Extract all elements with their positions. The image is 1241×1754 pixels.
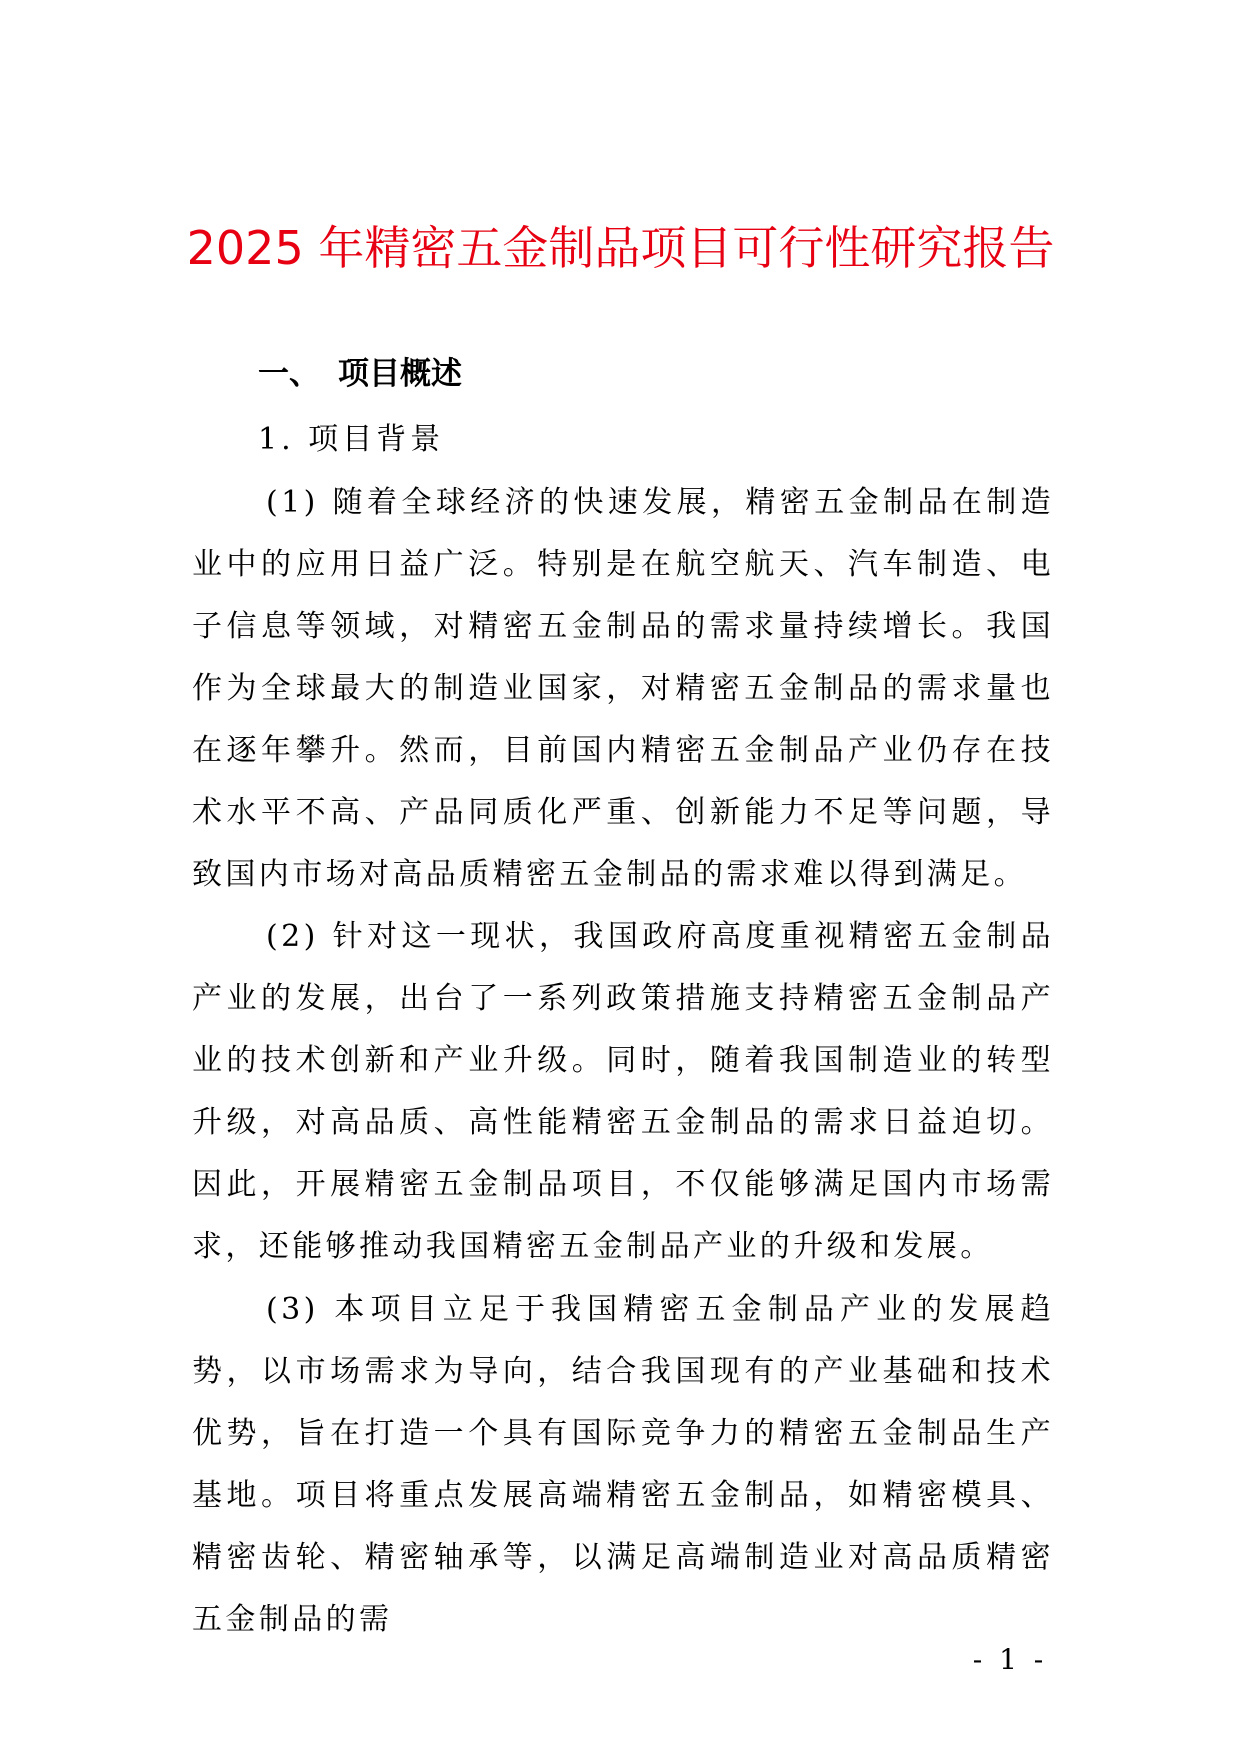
section-heading [258, 352, 462, 396]
paragraph-3: (3) 本项目立足于我国精密五金制品产业的发展趋势，以市场需求为导向，结合我国现有的产业基础和技术优势，旨在打造一个具有国际竞争力的精密五金制品生产基地。项目将重点发展高端精密五金制品，如精密模具、精密齿轮、精密轴承等，以满足高端制造业对高品质精密五金制品的需 [192, 1292, 1054, 1637]
subsection-heading: 1. 项目背景 [258, 422, 445, 457]
paragraph-2: (2) 针对这一现状，我国政府高度重视精密五金制品产业的发展，出台了一系列政策措施支持精密五金制品产业的技术创新和产业升级。同时，随着我国制造业的转型升级，对高品质、高性能精密五金制品的需求日益迫切。因此，开展精密五金制品项目，不仅能够满足国内市场需求，还能够推动我国精密五金制品产业的升级和发展。 [192, 919, 1054, 1264]
paragraph-1: (1) 随着全球经济的快速发展，精密五金制品在制造业中的应用日益广泛。特别是在航空航天、汽车制造、电子信息等领域，对精密五金制品的需求量持续增长。我国作为全球最大的制造业国家，对精密五金制品的需求量也在逐年攀升。然而，目前国内精密五金制品产业仍存在技术水平不高、产品同质化严重、创新能力不足等问题，导致国内市场对高品质精密五金制品的需求难以得到满足。 [192, 485, 1054, 892]
section-label: 项目概述 [338, 356, 462, 392]
document-title: 2025 年精密五金制品项目可行性研究报告 [186, 221, 1055, 275]
section-number: 一、 [258, 356, 320, 392]
page-number: - 1 - [972, 1643, 1048, 1676]
